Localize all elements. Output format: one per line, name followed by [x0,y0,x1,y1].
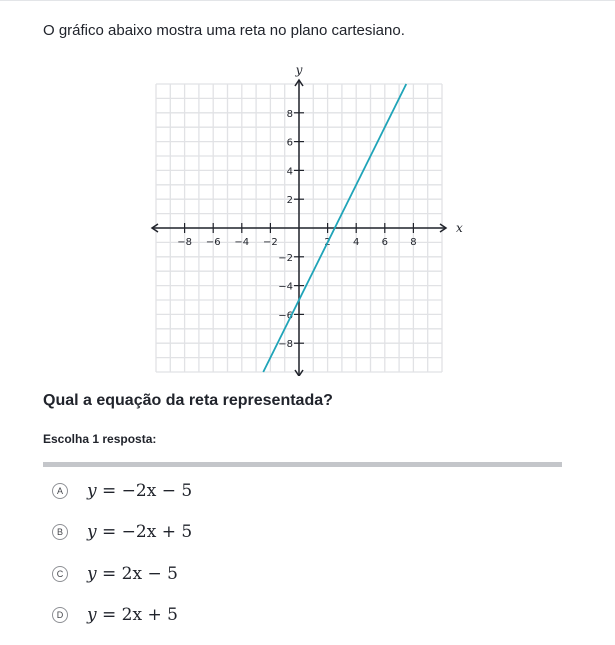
choice-d[interactable] [52,595,562,637]
y-tick-label: −4 [278,281,293,293]
x-axis-label: x [456,221,463,235]
choice-a-equation [87,481,192,501]
choice-a[interactable] [52,470,562,512]
choice-c[interactable] [52,553,562,595]
graph-svg [148,64,464,376]
choice-d-rhs: = 2x + 5 [102,605,178,626]
x-tick-label: 4 [353,237,360,248]
choice-b-equation [87,522,192,542]
choice-c-rhs: = 2x − 5 [102,563,178,584]
x-tick-label: 2 [324,237,331,248]
x-tick-label: −2 [263,237,278,248]
y-tick-label: 8 [286,108,293,120]
choice-a-rhs: = −2x − 5 [102,480,193,501]
y-tick-label: 4 [286,166,293,178]
choice-d-letter: D [52,607,68,623]
choice-b-letter: B [52,524,68,540]
answer-choices [52,470,562,636]
x-tick-label: −8 [177,237,192,248]
choice-d-lhs: y [87,605,97,626]
choice-c-letter: C [52,566,68,582]
choice-d-equation [87,605,178,625]
choice-c-equation [87,564,178,584]
choices-divider [43,462,562,467]
x-tick-label: 6 [381,237,388,248]
y-tick-label: −6 [278,310,293,322]
x-tick-label: 8 [410,237,417,248]
y-axis-label: y [295,64,303,77]
choice-b-rhs: = −2x + 5 [102,522,193,543]
x-tick-label: −6 [205,237,221,248]
y-tick-label: −2 [278,252,293,264]
answer-instructions: Escolha 1 resposta: [43,432,157,446]
x-tick-label: −4 [234,237,250,248]
top-divider [0,0,615,1]
choice-a-letter: A [52,483,68,499]
question-prompt: O gráfico abaixo mostra uma reta no plano cartesiano. [43,22,405,39]
choice-b[interactable] [52,512,562,554]
y-tick-label: 2 [286,195,293,207]
choice-a-lhs: y [87,480,97,501]
question-title: Qual a equação da reta representada? [43,392,333,409]
y-tick-label: 6 [286,137,293,149]
choice-c-lhs: y [87,563,97,584]
choice-b-lhs: y [87,522,97,543]
y-tick-label: −8 [278,339,293,351]
cartesian-graph [148,64,464,376]
